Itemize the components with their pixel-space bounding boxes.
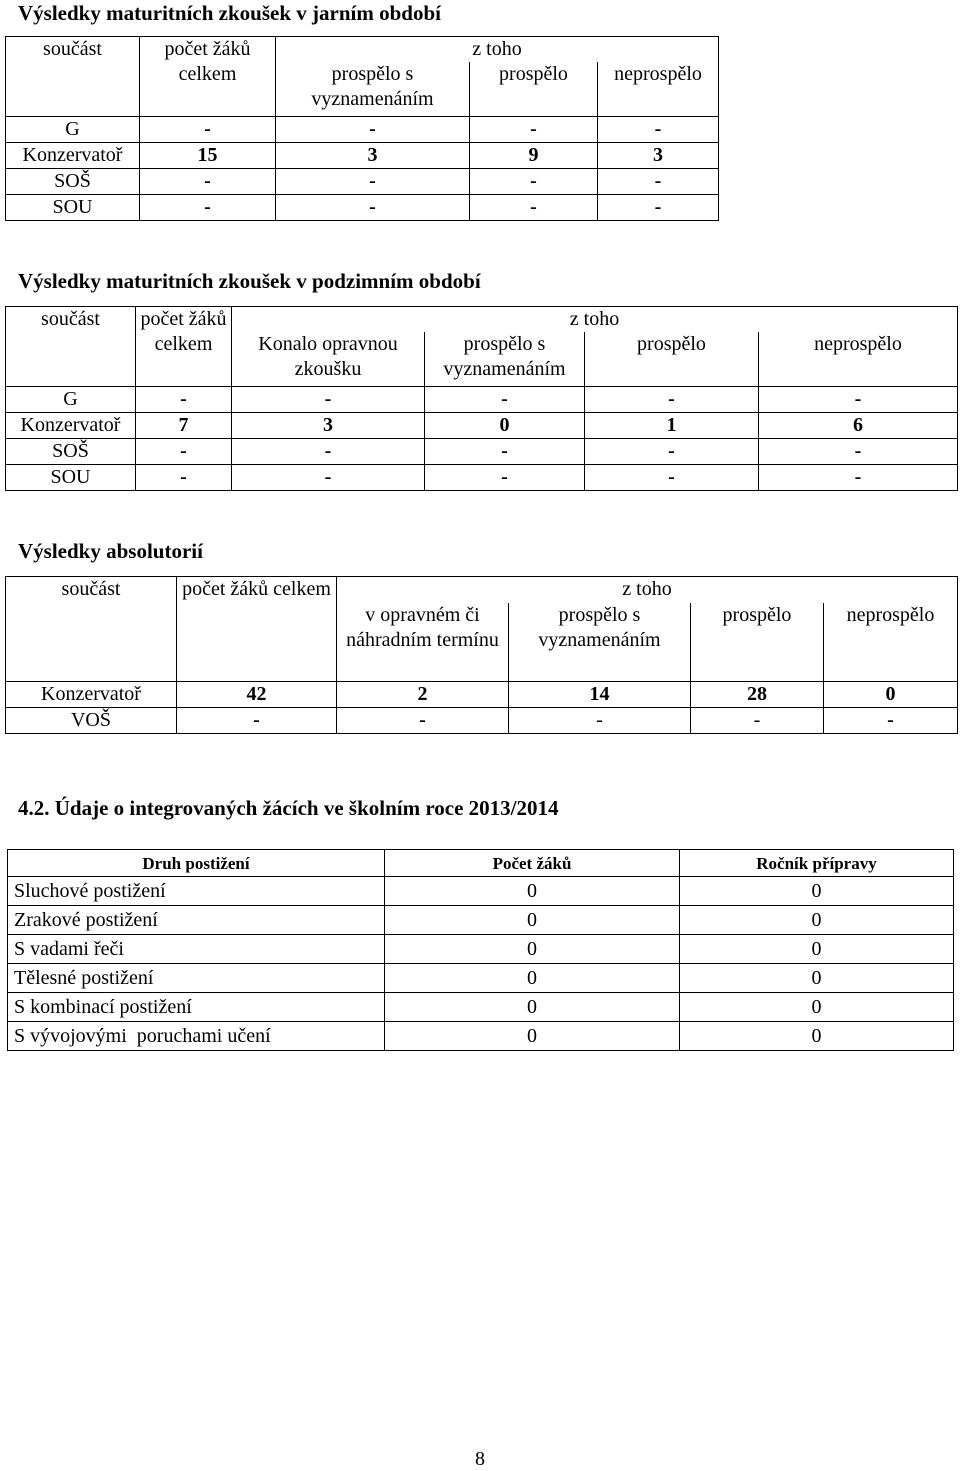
cell-preparation-year: 0 <box>680 906 954 935</box>
autumn-header-component: součást <box>6 307 136 387</box>
table-row <box>6 387 958 413</box>
cell-preparation-year: 0 <box>680 993 954 1022</box>
spring-header-group: z toho <box>276 37 719 63</box>
header-preparation-year: Ročník přípravy <box>680 850 954 877</box>
absolutoria-header-group: z toho <box>337 577 958 604</box>
absolutoria-table <box>5 576 958 734</box>
table-row <box>8 993 954 1022</box>
cell-disability-type: Zrakové postižení <box>8 906 385 935</box>
integrated-pupils-table <box>7 849 954 1051</box>
table-row <box>6 439 958 465</box>
cell-preparation-year: 0 <box>680 1022 954 1051</box>
cell-honors: - <box>425 465 585 491</box>
table-row <box>6 413 958 439</box>
cell-total: 42 <box>177 682 337 708</box>
cell-failed: - <box>824 708 958 734</box>
cell-failed: - <box>759 387 958 413</box>
row-label: G <box>6 117 140 143</box>
table-row <box>8 935 954 964</box>
cell-preparation-year: 0 <box>680 964 954 993</box>
table-row <box>6 143 719 169</box>
cell-honors: 0 <box>425 413 585 439</box>
row-label: Konzervatoř <box>6 682 177 708</box>
integrated-pupils-heading: 4.2. Údaje o integrovaných žácích ve školním roce 2013/2014 <box>18 796 559 820</box>
row-label: SOU <box>6 195 140 221</box>
cell-passed: - <box>585 465 759 491</box>
cell-pupil-count: 0 <box>385 877 680 906</box>
cell-pupil-count: 0 <box>385 935 680 964</box>
header-pupil-count: Počet žáků <box>385 850 680 877</box>
cell-pupil-count: 0 <box>385 993 680 1022</box>
cell-honors: - <box>509 708 691 734</box>
cell-failed: - <box>598 117 719 143</box>
autumn-header-total: počet žáků celkem <box>136 307 232 387</box>
cell-total: - <box>136 387 232 413</box>
cell-total: 7 <box>136 413 232 439</box>
table-row <box>6 195 719 221</box>
row-label: Konzervatoř <box>6 413 136 439</box>
table-row <box>6 682 958 708</box>
cell-failed: - <box>598 195 719 221</box>
cell-total: - <box>140 169 276 195</box>
cell-passed: 1 <box>585 413 759 439</box>
page-number: 8 <box>475 1448 485 1470</box>
cell-failed: - <box>759 439 958 465</box>
row-label: G <box>6 387 136 413</box>
spring-results-table <box>5 36 719 221</box>
spring-header-honors: prospělo s vyznamenáním <box>276 62 470 117</box>
absolutoria-header-failed: neprospělo <box>824 603 958 682</box>
autumn-header-failed: neprospělo <box>759 332 958 387</box>
table-row <box>6 117 719 143</box>
cell-honors: - <box>425 439 585 465</box>
cell-total: - <box>177 708 337 734</box>
row-label: VOŠ <box>6 708 177 734</box>
spring-header-component: součást <box>6 37 140 117</box>
cell-honors: - <box>276 195 470 221</box>
cell-retake: - <box>232 387 425 413</box>
cell-preparation-year: 0 <box>680 877 954 906</box>
header-disability-type: Druh postižení <box>8 850 385 877</box>
cell-passed: 28 <box>691 682 824 708</box>
autumn-results-heading: Výsledky maturitních zkoušek v podzimním období <box>18 269 481 293</box>
table-row <box>8 877 954 906</box>
cell-failed: - <box>759 465 958 491</box>
absolutoria-header-passed: prospělo <box>691 603 824 682</box>
spring-header-total: počet žáků celkem <box>140 37 276 117</box>
spring-header-passed: prospělo <box>470 62 598 117</box>
cell-failed: 6 <box>759 413 958 439</box>
cell-total: - <box>140 117 276 143</box>
cell-retake: - <box>232 465 425 491</box>
table-row <box>6 169 719 195</box>
autumn-header-honors: prospělo s vyznamenáním <box>425 332 585 387</box>
row-label: SOU <box>6 465 136 491</box>
integrated-header-row <box>8 850 954 877</box>
cell-total: - <box>136 439 232 465</box>
cell-honors: - <box>276 117 470 143</box>
cell-disability-type: Sluchové postižení <box>8 877 385 906</box>
autumn-header-passed: prospělo <box>585 332 759 387</box>
cell-passed: - <box>470 169 598 195</box>
cell-failed: 3 <box>598 143 719 169</box>
autumn-results-table <box>5 306 958 491</box>
cell-disability-type: S kombinací postižení <box>8 993 385 1022</box>
cell-total: - <box>136 465 232 491</box>
cell-retake: 2 <box>337 682 509 708</box>
table-row <box>6 465 958 491</box>
absolutoria-header-honors: prospělo s vyznamenáním <box>509 603 691 682</box>
spring-header-failed: neprospělo <box>598 62 719 117</box>
cell-passed: - <box>470 195 598 221</box>
absolutoria-heading: Výsledky absolutorií <box>18 539 203 563</box>
cell-retake: - <box>232 439 425 465</box>
cell-total: - <box>140 195 276 221</box>
cell-total: 15 <box>140 143 276 169</box>
row-label: Konzervatoř <box>6 143 140 169</box>
table-row <box>6 708 958 734</box>
cell-retake: - <box>337 708 509 734</box>
table-row <box>8 1022 954 1051</box>
absolutoria-header-total: počet žáků celkem <box>177 577 337 682</box>
absolutoria-header-row-1 <box>6 577 958 604</box>
cell-honors: - <box>425 387 585 413</box>
cell-passed: 9 <box>470 143 598 169</box>
cell-honors: - <box>276 169 470 195</box>
autumn-header-row-1 <box>6 307 958 333</box>
absolutoria-header-retake: v opravném či náhradním termínu <box>337 603 509 682</box>
table-row <box>8 964 954 993</box>
autumn-header-group: z toho <box>232 307 958 333</box>
cell-pupil-count: 0 <box>385 964 680 993</box>
cell-preparation-year: 0 <box>680 935 954 964</box>
table-row <box>8 906 954 935</box>
cell-failed: - <box>598 169 719 195</box>
cell-retake: 3 <box>232 413 425 439</box>
autumn-header-retake: Konalo opravnou zkoušku <box>232 332 425 387</box>
cell-honors: 3 <box>276 143 470 169</box>
cell-passed: - <box>691 708 824 734</box>
cell-passed: - <box>585 439 759 465</box>
cell-disability-type: S vývojovými poruchami učení <box>8 1022 385 1051</box>
spring-results-heading: Výsledky maturitních zkoušek v jarním období <box>18 1 441 25</box>
cell-passed: - <box>470 117 598 143</box>
cell-honors: 14 <box>509 682 691 708</box>
cell-passed: - <box>585 387 759 413</box>
row-label: SOŠ <box>6 439 136 465</box>
cell-disability-type: Tělesné postižení <box>8 964 385 993</box>
cell-disability-type: S vadami řeči <box>8 935 385 964</box>
row-label: SOŠ <box>6 169 140 195</box>
cell-pupil-count: 0 <box>385 906 680 935</box>
cell-pupil-count: 0 <box>385 1022 680 1051</box>
absolutoria-header-component: součást <box>6 577 177 682</box>
spring-header-row-1 <box>6 37 719 63</box>
cell-failed: 0 <box>824 682 958 708</box>
